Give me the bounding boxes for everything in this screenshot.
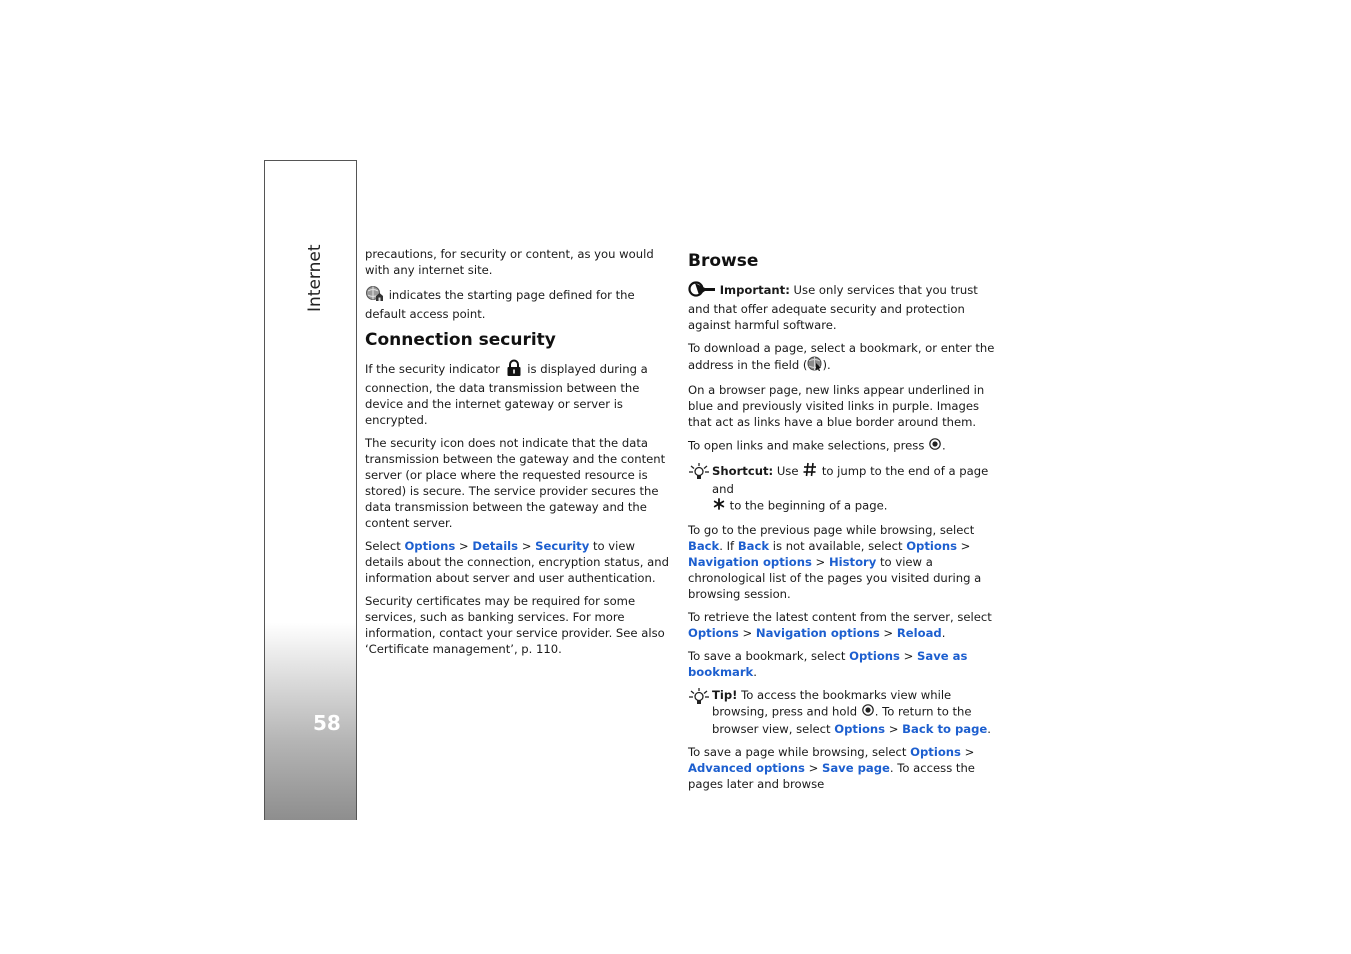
paragraph: To retrieve the latest content from the server, select Options > Navigation options > Reload. — [688, 610, 992, 640]
globe-icon — [807, 356, 822, 375]
paragraph: Select Options > Details > Security to view details about the connection, encryption status, and information about server and user authentication. — [365, 539, 669, 585]
paragraph: To save a page while browsing, select Options > Advanced options > Save page. To access the pages later and browse — [688, 745, 975, 791]
joystick-press-icon — [928, 437, 942, 455]
shortcut-note: Shortcut: Use to jump to the end of a page and to the beginning of a page. — [688, 462, 997, 515]
paragraph: To open links and make selections, press . — [688, 437, 997, 455]
heading-browse: Browse — [688, 251, 759, 271]
details-link[interactable]: Details — [472, 539, 519, 553]
home-page-icon — [365, 285, 385, 306]
paragraph: The security icon does not indicate that the data transmission between the gateway and the content server (or place where the requested resource is stored) is secure. The service provider secures the data transmission between the gateway and the content server. — [365, 436, 666, 530]
star-key-icon — [712, 497, 726, 515]
paragraph: To go to the previous page while browsing, select Back. If Back is not available, select Options > Navigation options > History to view a chronological list of the pages you visited during a browsing session. — [688, 523, 982, 601]
paragraph: To download a page, select a bookmark, or enter the address in the field ( ). — [688, 340, 997, 375]
lock-icon — [504, 359, 524, 380]
options-link[interactable]: Options — [404, 539, 456, 553]
save-as-bookmark-link[interactable]: Save as bookmark — [688, 649, 968, 679]
security-link[interactable]: Security — [535, 539, 590, 553]
important-note: Important: Use only services that you trust and that offer adequate security and protection against harmful software. — [688, 280, 997, 333]
hash-key-icon — [802, 462, 818, 481]
paragraph: Security certificates may be required for some services, such as banking services. For more information, contact your service provider. See also ‘Certificate management’, p. 110. — [365, 594, 665, 656]
tip-note: Tip! To access the bookmarks view while browsing, press and hold . To return to the browser view, select Options > Back to page. — [688, 687, 997, 737]
tip-lightbulb-icon — [688, 462, 710, 484]
joystick-press-icon — [861, 703, 875, 721]
right-column — [688, 246, 997, 799]
paragraph: indicates the starting page defined for the default access point. — [365, 285, 670, 322]
page-number: 58 — [313, 711, 341, 735]
options-link[interactable]: Options — [834, 722, 886, 736]
back-link[interactable]: Back — [688, 539, 720, 553]
options-link[interactable]: Options — [910, 745, 961, 759]
navigation-options-link[interactable]: Navigation options — [688, 555, 812, 569]
options-link[interactable]: Options — [849, 649, 900, 663]
reload-link[interactable]: Reload — [896, 626, 942, 640]
heading-connection-security: Connection security — [365, 330, 556, 350]
history-link[interactable]: History — [828, 555, 877, 569]
save-page-link[interactable]: Save page — [821, 761, 890, 775]
advanced-options-link[interactable]: Advanced options — [688, 761, 805, 775]
paragraph: precautions, for security or content, as you would with any internet site. — [365, 247, 654, 277]
back-to-page-link[interactable]: Back to page — [902, 722, 988, 736]
options-link[interactable]: Options — [688, 626, 739, 640]
chapter-label: Internet — [305, 244, 325, 312]
tip-lightbulb-icon — [688, 687, 710, 709]
paragraph: If the security indicator is displayed during a connection, the data transmission between the device and the internet gateway or server is encrypted. — [365, 359, 670, 428]
navigation-options-link[interactable]: Navigation options — [755, 626, 880, 640]
back-link[interactable]: Back — [737, 539, 770, 553]
options-link[interactable]: Options — [906, 539, 957, 553]
paragraph: To save a bookmark, select Options > Save as bookmark. — [688, 649, 968, 679]
left-column — [365, 246, 670, 664]
important-hand-icon — [688, 280, 716, 301]
paragraph: On a browser page, new links appear underlined in blue and previously visited links in purple. Images that act as links have a blue border around them. — [688, 383, 985, 429]
